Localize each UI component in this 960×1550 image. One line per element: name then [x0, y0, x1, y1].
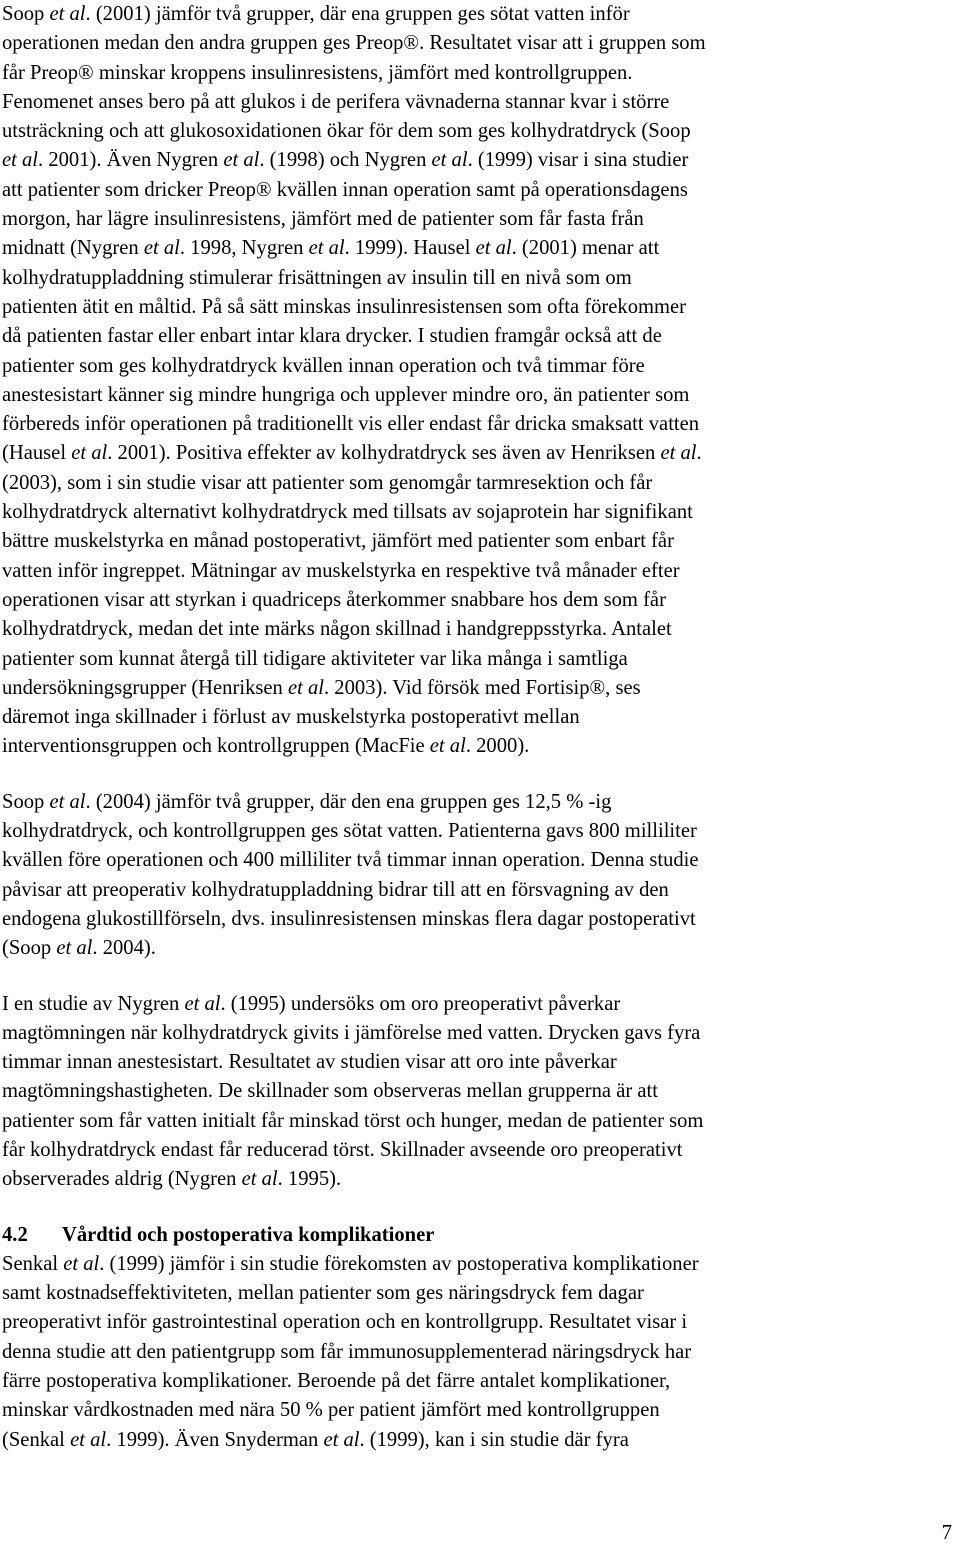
text-run: . (1999) visar i sina studier — [467, 149, 689, 172]
text-run: endogena glukostillförseln, dvs. insulinresistensen minskas flera dagar postoperativt — [2, 907, 696, 930]
text-run: kolhydratdryck, medan det inte märks någon skillnad i handgreppsstyrka. Antalet — [2, 618, 672, 641]
text-run: bättre muskelstyrka en månad postoperativt, jämfört med patienter som enbart får — [2, 530, 674, 553]
text-line — [2, 1165, 942, 1194]
text-line — [2, 586, 942, 615]
text-line — [2, 1426, 942, 1455]
text-line — [2, 1019, 942, 1048]
text-run: då patienten fastar eller enbart intar klara drycker. I studien framgår också att de — [2, 325, 662, 348]
text-line — [2, 498, 942, 527]
text-run: magtömningen när kolhydratdryck givits i jämförelse med vatten. Drycken gavs fyra — [2, 1021, 701, 1044]
text-line — [2, 469, 942, 498]
text-line — [2, 1396, 942, 1425]
text-line — [2, 615, 942, 644]
text-line — [2, 1338, 942, 1367]
italic-text: et al — [70, 1428, 107, 1451]
text-line — [2, 557, 942, 586]
italic-text: et al — [56, 937, 93, 960]
italic-text: et al — [71, 442, 108, 465]
italic-text: et al — [49, 3, 86, 25]
italic-text: et al — [429, 735, 466, 758]
text-run: (Senkal — [2, 1428, 71, 1451]
text-line — [2, 1279, 942, 1308]
text-line — [2, 146, 942, 175]
text-run: . 2003). Vid försök med Fortisip®, ses — [324, 676, 641, 699]
text-run: operationen medan den andra gruppen ges Preop®. Resultatet visar att i gruppen som — [2, 32, 706, 55]
text-run: Senkal — [2, 1252, 64, 1275]
text-line — [2, 205, 942, 234]
text-run: får Preop® minskar kroppens insulinresistens, jämfört med kontrollgruppen. — [2, 61, 633, 84]
text-line — [2, 176, 942, 205]
text-run: får kolhydratdryck endast får reducerad törst. Skillnader avseende oro preoperativt — [2, 1138, 683, 1161]
text-line — [2, 1107, 942, 1136]
text-line — [2, 59, 942, 88]
text-run: . (1995) undersöks om oro preoperativt påverkar — [220, 992, 621, 1015]
text-line — [2, 817, 942, 846]
text-line — [2, 990, 942, 1019]
text-line — [2, 234, 942, 263]
text-run: preoperativt inför gastrointestinal operation och en kontrollgrupp. Resultatet visar i — [2, 1311, 688, 1334]
text-line — [2, 905, 942, 934]
text-line — [2, 381, 942, 410]
text-line — [2, 410, 942, 439]
text-run: (Soop — [2, 937, 57, 960]
italic-text: et al — [2, 149, 39, 172]
text-line — [2, 439, 942, 468]
italic-text: et al — [241, 1168, 278, 1191]
text-line — [2, 293, 942, 322]
text-line — [2, 527, 942, 556]
text-run: I en studie av Nygren — [2, 992, 185, 1015]
text-run: däremot inga skillnader i förlust av muskelstyrka postoperativt mellan — [2, 706, 580, 729]
text-run: . 2001). Positiva effekter av kolhydratdryck ses även av Henriksen — [107, 442, 661, 465]
text-run: påvisar att preoperativ kolhydratuppladdning bidrar till att en försvagning av den — [2, 878, 669, 901]
text-run: observerades aldrig (Nygren — [2, 1168, 242, 1191]
text-line — [2, 1367, 942, 1396]
text-run: Soop — [2, 790, 50, 813]
text-line — [2, 88, 942, 117]
text-line — [2, 876, 942, 905]
text-run: . (2001) menar att — [511, 237, 660, 260]
text-run: timmar innan anestesistart. Resultatet av studien visar att oro inte påverkar — [2, 1051, 617, 1074]
text-run: morgon, har lägre insulinresistens, jämfört med de patienter som får fasta från — [2, 208, 644, 231]
text-run: . 2004). — [92, 937, 156, 960]
text-run: vatten inför ingreppet. Mätningar av muskelstyrka en respektive två månader efter — [2, 559, 680, 582]
text-run: (2003), som i sin studie visar att patienter som genomgår tarmresektion och får — [2, 471, 653, 494]
text-run: patienten ätit en måltid. På så sätt minskas insulinresistensen som ofta förekommer — [2, 295, 687, 318]
text-line — [2, 1077, 942, 1106]
text-line — [2, 117, 942, 146]
text-run: kolhydratdryck alternativt kolhydratdryck med tillsats av sojaprotein har signifikant — [2, 501, 693, 524]
italic-text: et al — [475, 237, 512, 260]
text-run: undersökningsgrupper (Henriksen — [2, 676, 288, 699]
text-run: Soop — [2, 3, 50, 25]
text-line — [2, 352, 942, 381]
text-run: . (2004) jämför två grupper, där den ena gruppen ges 12,5 % -ig — [85, 790, 612, 813]
text-line — [2, 732, 942, 761]
section-heading — [2, 1221, 942, 1250]
text-run: interventionsgruppen och kontrollgruppen (MacFie — [2, 735, 430, 758]
italic-text: et al — [287, 676, 324, 699]
text-line — [2, 29, 942, 58]
paragraph-gap — [2, 1195, 942, 1221]
text-line — [2, 846, 942, 875]
text-line — [2, 264, 942, 293]
document-page — [2, 0, 942, 1455]
text-line — [2, 674, 942, 703]
text-run: utsträckning och att glukosoxidationen ökar för dem som ges kolhydratdryck (Soop — [2, 120, 691, 143]
italic-text: et al — [184, 992, 221, 1015]
text-line — [2, 1308, 942, 1337]
text-line — [2, 934, 942, 963]
text-run: kolhydratdryck, och kontrollgruppen ges sötat vatten. Patienterna gavs 800 milliliter — [2, 820, 697, 843]
text-line — [2, 645, 942, 674]
text-run: att patienter som dricker Preop® kvällen innan operation samt på operationsdagens — [2, 178, 688, 201]
italic-text: et al — [223, 149, 260, 172]
text-line — [2, 322, 942, 351]
page-number: 7 — [941, 1522, 952, 1544]
text-run: kolhydratuppladdning stimulerar frisättningen av insulin till en nivå som om — [2, 266, 632, 289]
text-run: . 2000). — [465, 735, 530, 758]
text-run: förbereds inför operationen på traditionellt vis eller endast får dricka smaksatt vatten — [2, 413, 700, 436]
text-run: . — [696, 442, 702, 465]
italic-text: et al — [308, 237, 345, 260]
text-line — [2, 1250, 942, 1279]
paragraph-soop-2004 — [2, 788, 942, 964]
text-run: minskar vårdkostnaden med nära 50 % per patient jämfört med kontrollgruppen — [2, 1399, 660, 1422]
text-run: anestesistart känner sig mindre hungriga och upplever mindre oro, än patienter som — [2, 383, 690, 406]
paragraph-senkal-1999 — [2, 1250, 942, 1455]
text-run: magtömningshastigheten. De skillnader som observeras mellan grupperna är att — [2, 1080, 658, 1103]
italic-text: et al — [143, 237, 180, 260]
text-run: operationen visar att styrkan i quadriceps återkommer snabbare hos dem som får — [2, 588, 666, 611]
section-title: Vårdtid och postoperativa komplikationer — [62, 1223, 435, 1246]
text-run: . (2001) jämför två grupper, där ena gruppen ges sötat vatten inför — [85, 3, 630, 25]
text-run: färre postoperativa komplikationer. Beroende på det färre antalet komplikationer, — [2, 1370, 671, 1393]
text-run: Fenomenet anses bero på att glukos i de perifera vävnaderna stannar kvar i större — [2, 90, 670, 113]
text-line — [2, 0, 942, 29]
text-run: kvällen före operationen och 400 milliliter två timmar innan operation. Denna studie — [2, 849, 699, 872]
text-run: . (1999) jämför i sin studie förekomsten av postoperativa komplikationer — [99, 1252, 699, 1275]
text-run: . 2001). Även Nygren — [38, 149, 224, 172]
text-line — [2, 703, 942, 732]
text-run: samt kostnadseffektiviteten, mellan patienter som ges näringsdryck fem dagar — [2, 1282, 644, 1305]
italic-text: et al — [49, 790, 86, 813]
text-run: . (1998) och Nygren — [259, 149, 432, 172]
paragraph-gap — [2, 964, 942, 990]
text-line — [2, 1048, 942, 1077]
italic-text: et al — [323, 1428, 360, 1451]
text-line — [2, 1136, 942, 1165]
text-run: denna studie att den patientgrupp som får immunosupplementerad näringsdryck har — [2, 1340, 692, 1363]
text-run: patienter som kunnat återgå till tidigare aktiviteter var lika många i samtliga — [2, 647, 628, 670]
section-number: 4.2 — [2, 1223, 28, 1246]
text-run: midnatt (Nygren — [2, 237, 144, 260]
italic-text: et al — [660, 442, 697, 465]
text-run: . 1998, Nygren — [179, 237, 309, 260]
text-run: . (1999), kan i sin studie där fyra — [359, 1428, 629, 1451]
text-run: . 1999). Även Snyderman — [106, 1428, 324, 1451]
text-run: . 1999). Hausel — [344, 237, 476, 260]
italic-text: et al — [63, 1252, 100, 1275]
paragraph-gap — [2, 762, 942, 788]
text-line — [2, 788, 942, 817]
italic-text: et al — [431, 149, 468, 172]
text-run: patienter som får vatten initialt får minskad törst och hunger, medan de patienter som — [2, 1109, 704, 1132]
paragraph-soop-2001 — [2, 0, 942, 762]
text-run: patienter som ges kolhydratdryck kvällen innan operation och två timmar före — [2, 354, 645, 377]
text-run: . 1995). — [277, 1168, 342, 1191]
paragraph-nygren-1995 — [2, 990, 942, 1195]
text-run: (Hausel — [2, 442, 72, 465]
